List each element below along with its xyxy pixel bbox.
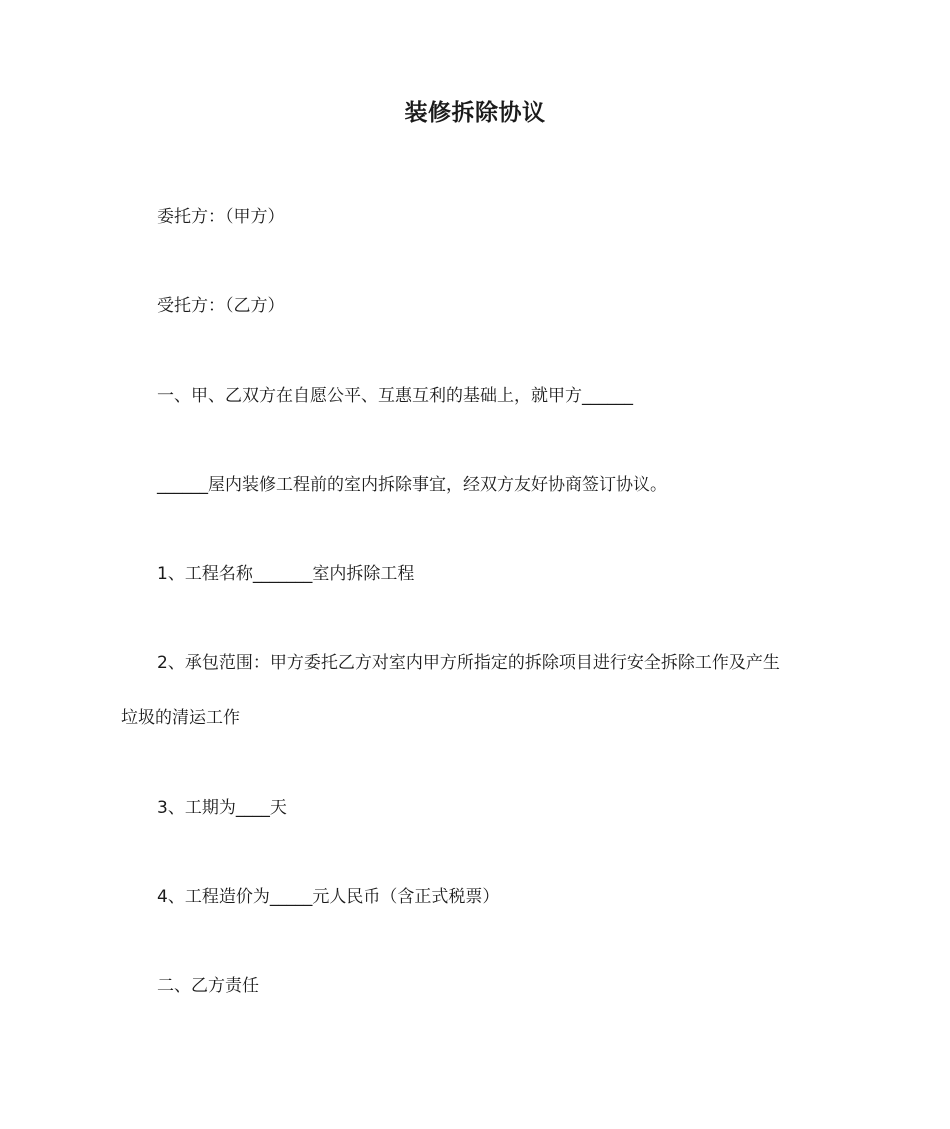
paragraph-contract-scope-cont: 垃圾的清运工作 — [121, 708, 240, 728]
paragraph-client: 委托方：（甲方） — [157, 207, 285, 227]
paragraph-cost: 4、工程造价为_____元人民币（含正式税票） — [157, 887, 500, 907]
paragraph-section-1-intro: 一、甲、乙双方在自愿公平、互惠互利的基础上，就甲方______ — [157, 386, 633, 406]
document-title: 装修拆除协议 — [404, 100, 546, 126]
paragraph-duration: 3、工期为____天 — [157, 798, 287, 818]
paragraph-contractor: 受托方：（乙方） — [157, 296, 285, 316]
paragraph-project-name: 1、工程名称_______室内拆除工程 — [157, 564, 415, 584]
paragraph-section-1-intro-cont: ______屋内装修工程前的室内拆除事宜，经双方友好协商签订协议。 — [157, 475, 667, 495]
paragraph-contract-scope: 2、承包范围：甲方委托乙方对室内甲方所指定的拆除项目进行安全拆除工作及产生 — [157, 653, 780, 673]
paragraph-section-2-heading: 二、乙方责任 — [157, 976, 259, 996]
